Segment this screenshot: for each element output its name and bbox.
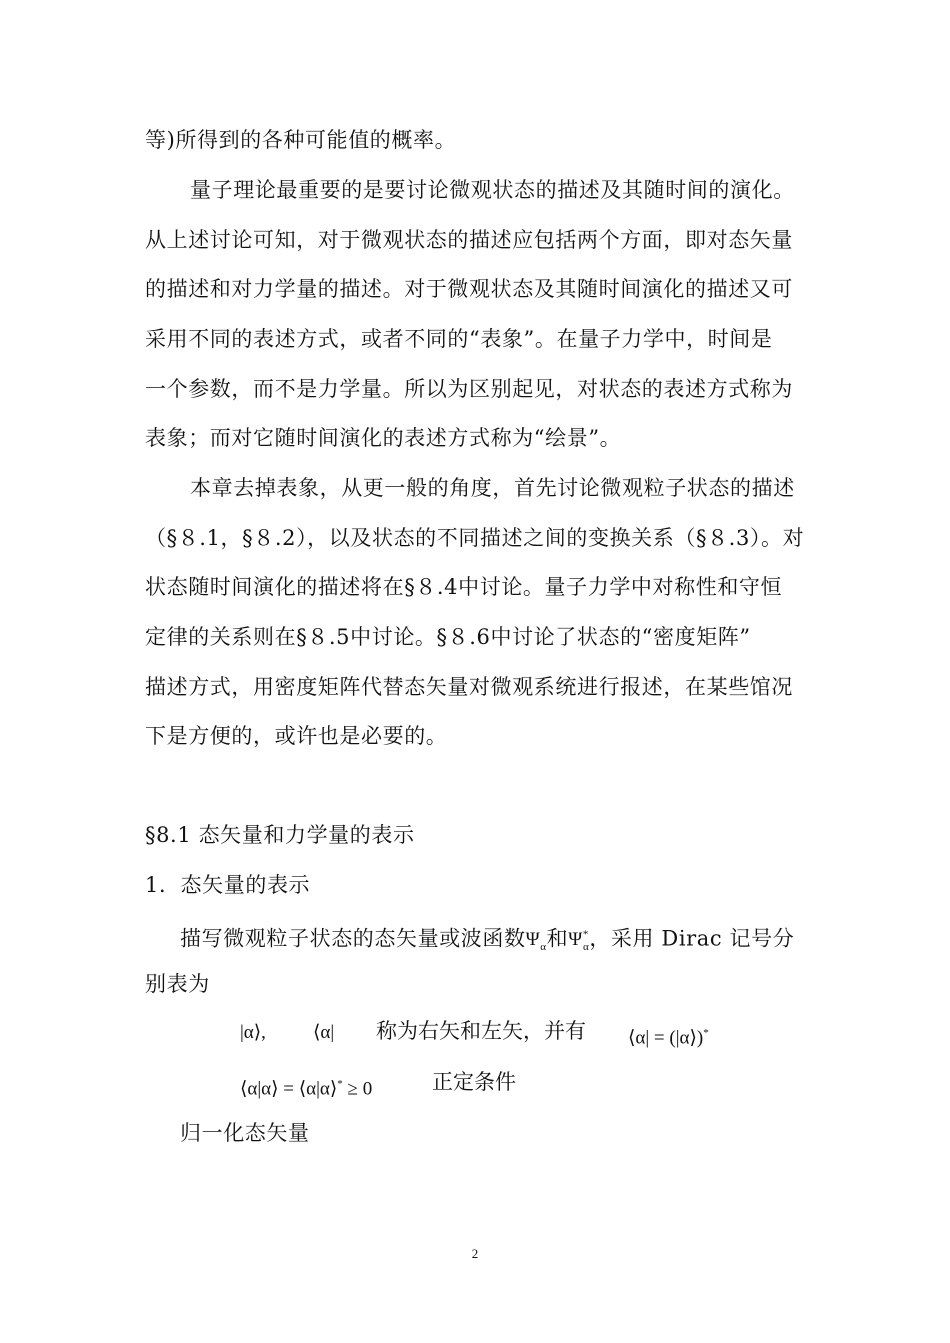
section-title: §8.1 态矢量和力学量的表示 xyxy=(145,823,415,847)
formula-text: 称为右矢和左矢，并有 xyxy=(376,1019,586,1043)
bra-formula: ⟨α| xyxy=(313,1022,335,1043)
positivity-formula: ⟨α|α⟩ = ⟨α|α⟩* ≥ 0 xyxy=(240,1078,373,1100)
paragraph-line xyxy=(180,921,794,961)
paragraph-line: 等)所得到的各种可能值的概率。 xyxy=(145,128,457,152)
paragraph-line: 描述方式，用密度矩阵代替态矢量对微观系统进行报述，在某些馆况 xyxy=(145,675,793,699)
paragraph-line: 一个参数，而不是力学量。所以为区别起见，对状态的表述方式称为 xyxy=(145,377,793,401)
normalized-label: 归一化态矢量 xyxy=(180,1121,310,1145)
paragraph-line: 采用不同的表述方式，或者不同的“表象”。在量子力学中，时间是 xyxy=(145,327,773,351)
page-number: 2 xyxy=(471,1246,479,1261)
paragraph-line: 别表为 xyxy=(145,972,210,996)
paragraph-line: 从上述讨论可知，对于微观状态的描述应包括两个方面，即对态矢量 xyxy=(145,228,793,252)
paragraph-line: 本章去掉表象，从更一般的角度，首先讨论微观粒子状态的描述 xyxy=(190,476,795,500)
bra-ket-relation: ⟨α| = (|α⟩)* xyxy=(628,1027,709,1049)
positivity-label: 正定条件 xyxy=(432,1070,516,1094)
psi-conjugate-symbol: $\Psi^*_\alpha$ xyxy=(568,929,590,954)
paragraph-line: 表象；而对它随时间演化的表述方式称为“绘景”。 xyxy=(145,426,622,450)
paragraph-line: （§８.1，§８.2），以及状态的不同描述之间的变换关系（§８.3）。对 xyxy=(145,526,805,550)
ket-formula: |α⟩, xyxy=(240,1022,266,1043)
subsection-title: 1．态矢量的表示 xyxy=(145,873,311,897)
paragraph-text: 描写微观粒子状态的态矢量或波函数 xyxy=(180,926,526,951)
paragraph-text: ，采用 Dirac 记号分 xyxy=(589,926,795,951)
paragraph-line: 的描述和对力学量的描述。对于微观状态及其随时间演化的描述又可 xyxy=(145,277,793,301)
psi-symbol: $\Psi_\alpha$ xyxy=(525,929,547,954)
paragraph-text: 和 xyxy=(546,926,569,951)
paragraph-line: 下是方便的，或许也是必要的。 xyxy=(145,724,448,748)
paragraph-line: 量子理论最重要的是要讨论微观状态的描述及其随时间的演化。 xyxy=(190,178,795,202)
paragraph-line: 定律的关系则在§８.5中讨论。§８.6中讨论了状态的“密度矩阵” xyxy=(145,625,751,649)
paragraph-line: 状态随时间演化的描述将在§８.4中讨论。量子力学中对称性和守恒 xyxy=(145,575,783,599)
